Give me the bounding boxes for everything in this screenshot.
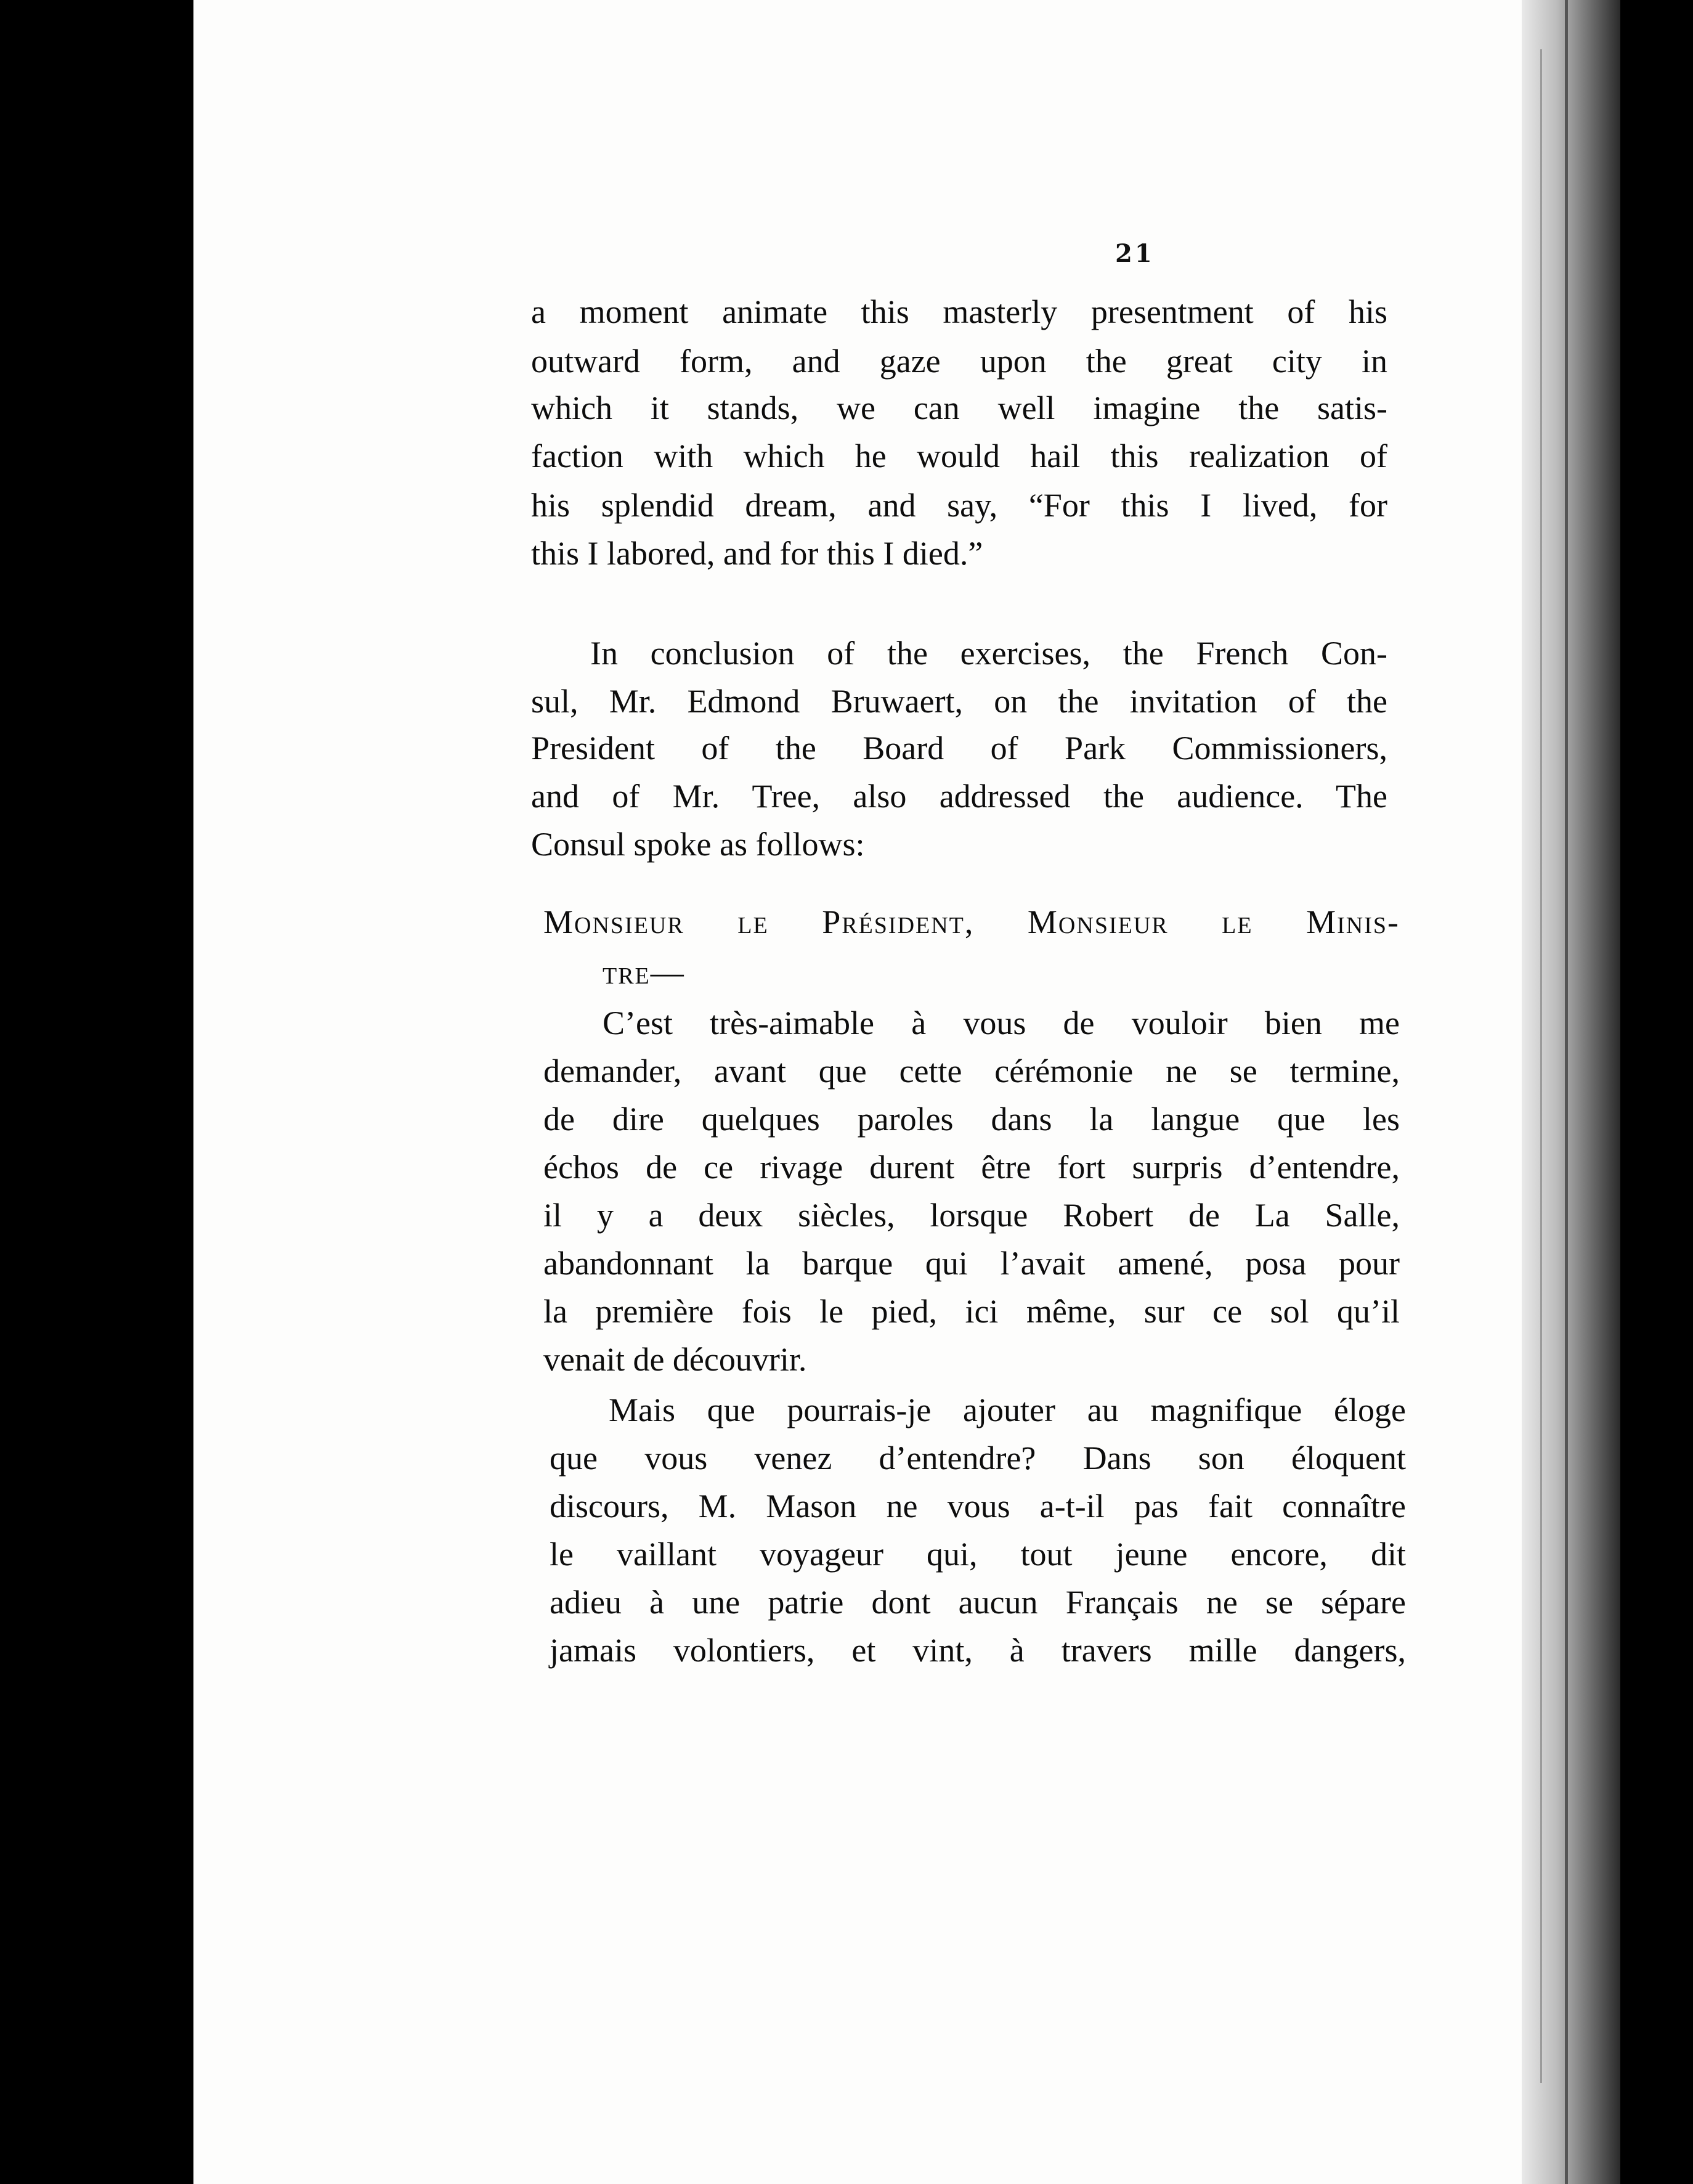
scan-margin bbox=[0, 0, 25, 2184]
text-line: In conclusion of the exercises, the French Con- bbox=[590, 635, 1387, 672]
page-number: 21 bbox=[1115, 239, 1155, 268]
text-line: President of the Board of Park Commissioners, bbox=[531, 730, 1387, 767]
text-line: échos de ce rivage durent être fort surpris d’entendre, bbox=[543, 1149, 1400, 1186]
text-line: outward form, and gaze upon the great city in bbox=[531, 343, 1387, 380]
text-line: Consul spoke as follows: bbox=[531, 826, 865, 863]
text-line: la première fois le pied, ici même, sur ce sol qu’il bbox=[543, 1293, 1400, 1330]
text-line: jamais volontiers, et vint, à travers mille dangers, bbox=[550, 1632, 1406, 1669]
page-binding-edge bbox=[185, 0, 193, 2184]
text-line: this I labored, and for this I died.” bbox=[531, 535, 983, 572]
text-line: venait de découvrir. bbox=[543, 1341, 807, 1378]
text-line: his splendid dream, and say, “For this I lived, for bbox=[531, 487, 1387, 524]
text-line: Monsieur le Président, Monsieur le Minis- bbox=[543, 903, 1400, 940]
text-line: le vaillant voyageur qui, tout jeune encore, dit bbox=[550, 1536, 1406, 1573]
text-line: and of Mr. Tree, also addressed the audience. The bbox=[531, 778, 1387, 815]
text-line: que vous venez d’entendre? Dans son éloquent bbox=[550, 1440, 1406, 1477]
text-line: which it stands, we can well imagine the satis- bbox=[531, 389, 1387, 426]
text-line: a moment animate this masterly presentment of his bbox=[531, 293, 1387, 330]
page-stack-edge bbox=[1522, 0, 1620, 2184]
text-line: C’est très-aimable à vous de vouloir bien me bbox=[603, 1004, 1400, 1041]
book-page bbox=[185, 0, 1620, 2184]
text-line: adieu à une patrie dont aucun Français ne se sépare bbox=[550, 1584, 1406, 1621]
text-line: faction with which he would hail this realization of bbox=[531, 438, 1387, 475]
text-line: sul, Mr. Edmond Bruwaert, on the invitation of the bbox=[531, 683, 1387, 720]
scan-mark bbox=[0, 1541, 10, 1590]
text-line: abandonnant la barque qui l’avait amené, posa pour bbox=[543, 1245, 1400, 1282]
scan-mark bbox=[0, 37, 10, 62]
text-line: demander, avant que cette cérémonie ne se termine, bbox=[543, 1053, 1400, 1090]
text-line: tre— bbox=[603, 954, 685, 991]
text-line: discours, M. Mason ne vous a-t-il pas fait connaître bbox=[550, 1488, 1406, 1525]
text-line: il y a deux siècles, lorsque Robert de La Salle, bbox=[543, 1197, 1400, 1234]
scan-mark bbox=[0, 758, 10, 795]
text-line: de dire quelques paroles dans la langue que les bbox=[543, 1101, 1400, 1138]
text-line: Mais que pourrais-je ajouter au magnifique éloge bbox=[609, 1391, 1406, 1428]
